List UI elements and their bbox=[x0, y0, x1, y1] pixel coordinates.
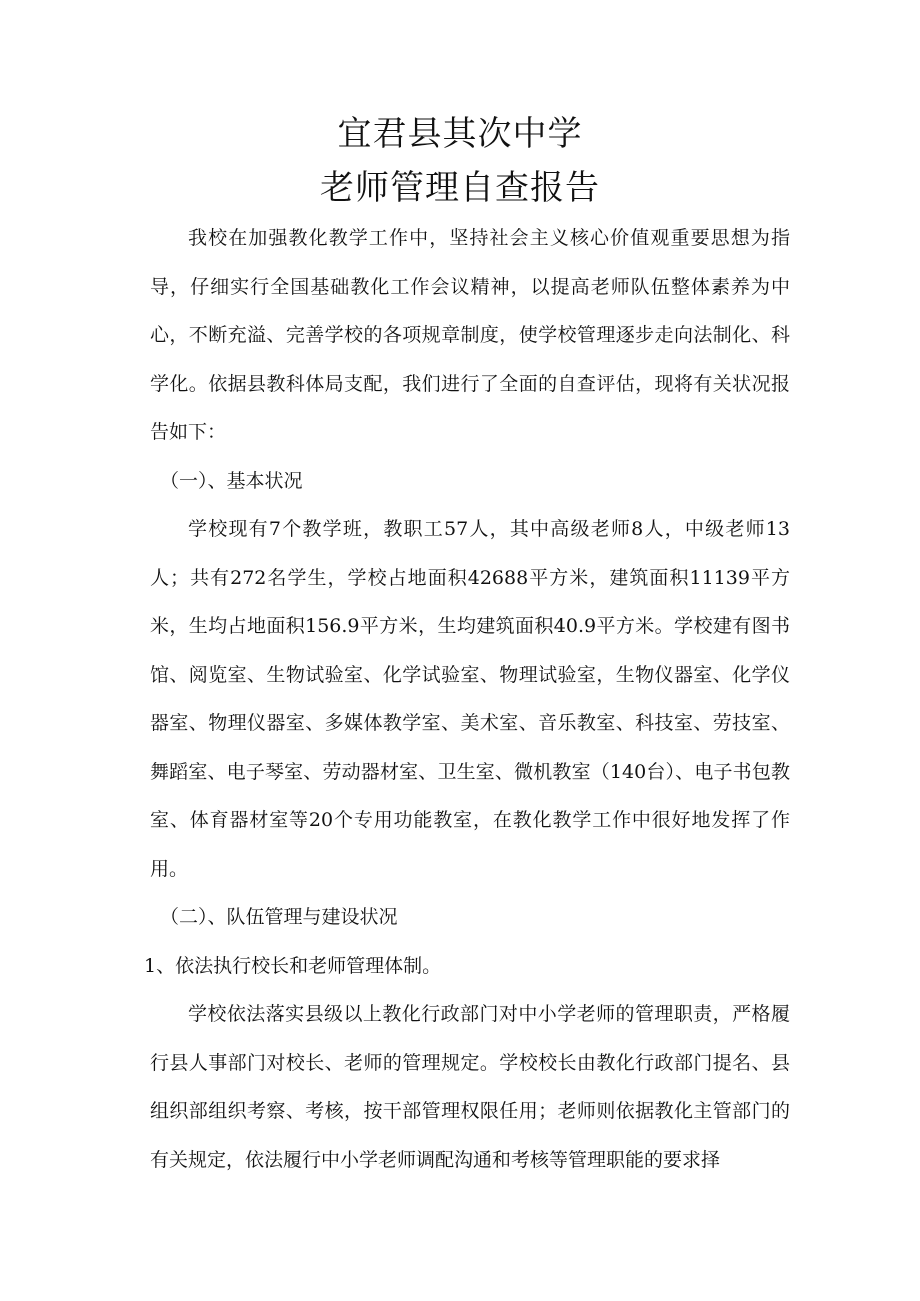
document-body bbox=[144, 214, 790, 1184]
item1-paragraph: 学校依法落实县级以上教化行政部门对中小学老师的管理职责，严格履行县人事部门对校长、老师的管理规定。学校校长由教化行政部门提名、县组织部组织考察、考核，按干部管理权限任用；老师则依据教化主管部门的有关规定，依法履行中小学老师调配沟通和考核等管理职能的要求择 bbox=[150, 1003, 790, 1171]
section2-heading: （二）、队伍管理与建设状况 bbox=[160, 906, 398, 928]
item1-heading: 1、依法执行校长和老师管理体制。 bbox=[144, 954, 442, 977]
title-report-name: 老师管理自查报告 bbox=[320, 168, 600, 208]
document-title bbox=[0, 108, 920, 214]
title-school-name: 宜君县其次中学 bbox=[337, 114, 583, 154]
section1-paragraph: 学校现有7个教学班，教职工57人，其中高级老师8人，中级老师13人；共有272名学生，学校占地面积42688平方米，建筑面积11139平方米，生均占地面积156.9平方米，生均建筑面积40.9平方米。学校建有图书馆、阅览室、生物试验室、化学试验室、物理试验室，生物仪器室、化学仪器室、物理仪器室、多媒体教学室、美术室、音乐教室、科技室、劳技室、舞蹈室、电子琴室、劳动器材室、卫生室、微机教室（140台）、电子书包教室、体育器材室等20个专用功能教室，在教化教学工作中很好地发挥了作用。 bbox=[150, 518, 790, 880]
intro-paragraph: 我校在加强教化教学工作中，坚持社会主义核心价值观重要思想为指导，仔细实行全国基础教化工作会议精神，以提高老师队伍整体素养为中心，不断充溢、完善学校的各项规章制度，使学校管理逐步走向法制化、科学化。依据县教科体局支配，我们进行了全面的自查评估，现将有关状况报告如下： bbox=[150, 227, 790, 443]
section1-heading: （一）、基本状况 bbox=[160, 469, 303, 492]
